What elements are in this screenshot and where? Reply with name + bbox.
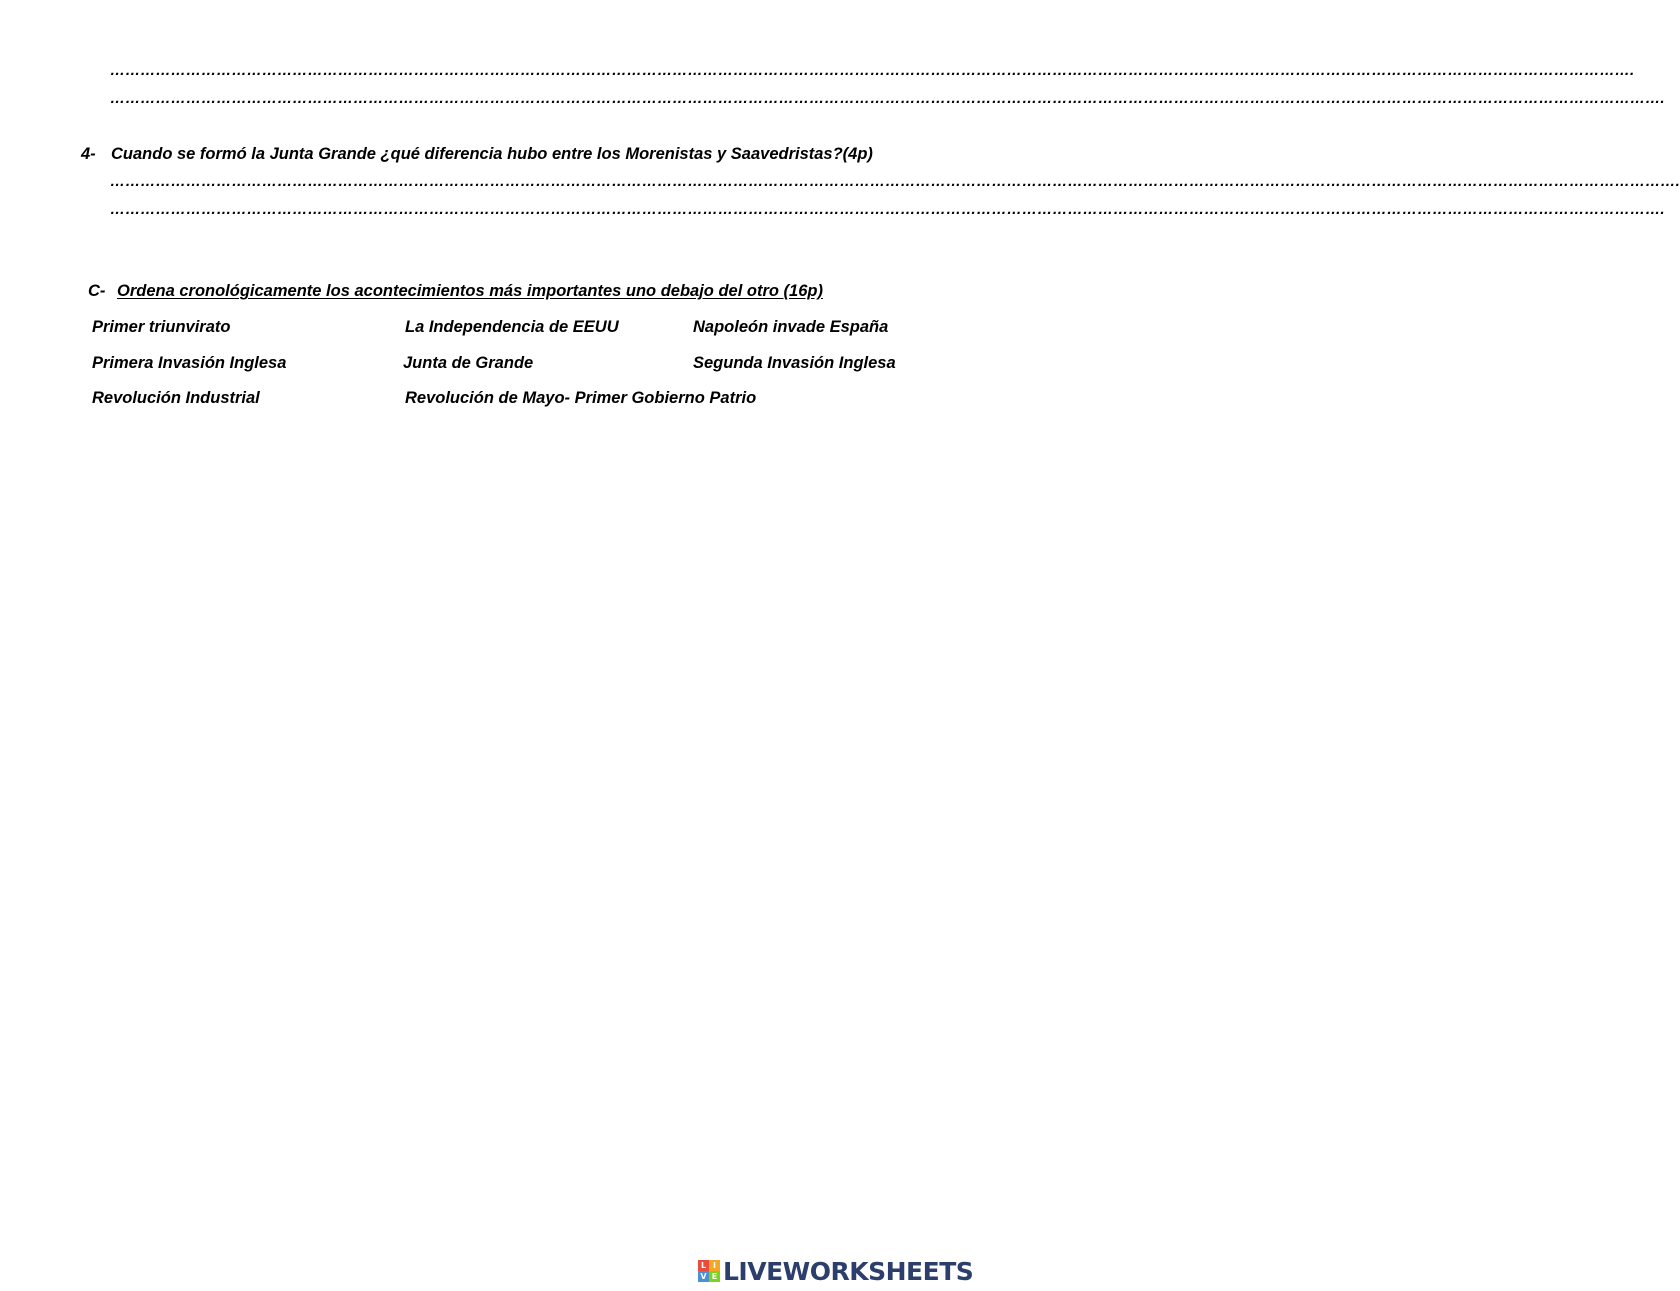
event-item: Junta de Grande [403, 354, 534, 372]
liveworksheets-wordmark: LIVEWORKSHEETS [723, 1256, 974, 1286]
logo-tile: L [698, 1260, 709, 1271]
event-item: Primer triunvirato [92, 318, 231, 336]
answer-line[interactable]: …………………………………………………………………………………………………………………………………………………………………………………………………………………………………………………………………………………. [110, 173, 1680, 190]
liveworksheets-logo [698, 1256, 973, 1286]
event-item: Primera Invasión Inglesa [92, 354, 287, 372]
logo-tile: V [698, 1271, 709, 1282]
answer-line[interactable]: …………………………………………………………………………………………………………………………………………………………………………………………………………………………………………………………………………. [110, 62, 1635, 79]
answer-line[interactable]: ………………………………………………………………………………………………………………………………………………………………………………………………………………………………………………………………………………. [110, 201, 1665, 218]
liveworksheets-logo-icon [698, 1260, 720, 1282]
event-item: Napoleón invade España [693, 318, 889, 336]
question-number: 4- [81, 145, 96, 163]
answer-line[interactable]: ………………………………………………………………………………………………………………………………………………………………………………………………………………………………………………………………………………. [110, 90, 1665, 107]
event-item: Revolución Industrial [92, 389, 260, 407]
event-item: Segunda Invasión Inglesa [693, 354, 896, 372]
section-instruction: Ordena cronológicamente los acontecimientos más importantes uno debajo del otro (16p) [117, 282, 823, 300]
logo-tile: E [709, 1271, 720, 1282]
event-item: La Independencia de EEUU [405, 318, 619, 336]
section-letter: C- [88, 282, 106, 300]
event-item: Revolución de Mayo- Primer Gobierno Patrio [405, 389, 757, 407]
question-text: Cuando se formó la Junta Grande ¿qué diferencia hubo entre los Morenistas y Saavedristas?(4p) [111, 145, 873, 163]
logo-tile: I [709, 1260, 720, 1271]
